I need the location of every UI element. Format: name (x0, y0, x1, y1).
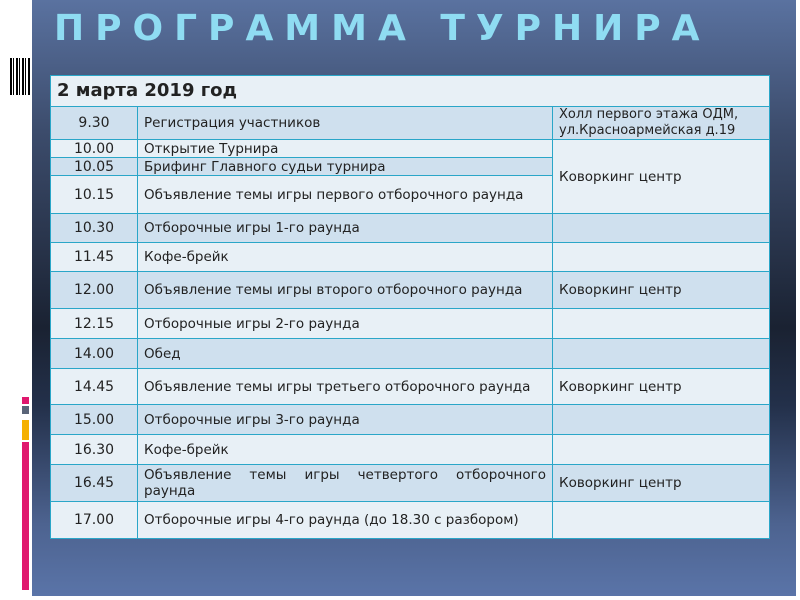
time-cell: 12.00 (51, 272, 138, 309)
place-cell: Коворкинг центр (553, 369, 770, 405)
activity-cell: Отборочные игры 2-го раунда (138, 309, 553, 339)
activity-cell: Кофе-брейк (138, 435, 553, 465)
activity-cell: Отборочные игры 4-го раунда (до 18.30 с разбором) (138, 502, 553, 539)
activity-cell: Регистрация участников (138, 107, 553, 140)
place-cell (553, 502, 770, 539)
activity-cell: Объявление темы игры второго отборочного раунда (138, 272, 553, 309)
barcode-decoration (10, 58, 30, 95)
time-cell: 14.00 (51, 339, 138, 369)
place-cell: Коворкинг центр (553, 465, 770, 502)
pink-bar-long (22, 442, 29, 590)
place-cell (553, 214, 770, 243)
activity-cell: Объявление темы игры первого отборочного раунда (138, 176, 553, 214)
place-cell (553, 435, 770, 465)
place-cell: Коворкинг центр (553, 140, 770, 214)
time-cell: 10.00 (51, 140, 138, 158)
date-header: 2 марта 2019 год (51, 76, 770, 107)
activity-cell: Объявление темы игры третьего отборочного раунда (138, 369, 553, 405)
activity-cell: Кофе-брейк (138, 243, 553, 272)
time-cell: 10.05 (51, 158, 138, 176)
pink-bar-small (22, 397, 29, 404)
time-cell: 9.30 (51, 107, 138, 140)
time-cell: 16.30 (51, 435, 138, 465)
time-cell: 10.30 (51, 214, 138, 243)
place-cell (553, 339, 770, 369)
place-cell (553, 243, 770, 272)
place-cell (553, 309, 770, 339)
time-cell: 14.45 (51, 369, 138, 405)
activity-cell: Брифинг Главного судьи турнира (138, 158, 553, 176)
place-cell: Коворкинг центр (553, 272, 770, 309)
activity-cell: Отборочные игры 3-го раунда (138, 405, 553, 435)
time-cell: 10.15 (51, 176, 138, 214)
activity-cell: Обед (138, 339, 553, 369)
time-cell: 12.15 (51, 309, 138, 339)
gray-bar (22, 406, 29, 414)
schedule-table (50, 75, 770, 539)
time-cell: 16.45 (51, 465, 138, 502)
time-cell: 17.00 (51, 502, 138, 539)
activity-cell: Объявление темы игры четвертого отборочного раунда (138, 465, 553, 502)
activity-cell: Отборочные игры 1-го раунда (138, 214, 553, 243)
place-cell: Холл первого этажа ОДМ, ул.Красноармейская д.19 (553, 107, 770, 140)
time-cell: 15.00 (51, 405, 138, 435)
activity-cell: Открытие Турнира (138, 140, 553, 158)
page-title: ПРОГРАММА ТУРНИРА (54, 8, 711, 49)
orange-bar (22, 420, 29, 440)
time-cell: 11.45 (51, 243, 138, 272)
place-cell (553, 405, 770, 435)
